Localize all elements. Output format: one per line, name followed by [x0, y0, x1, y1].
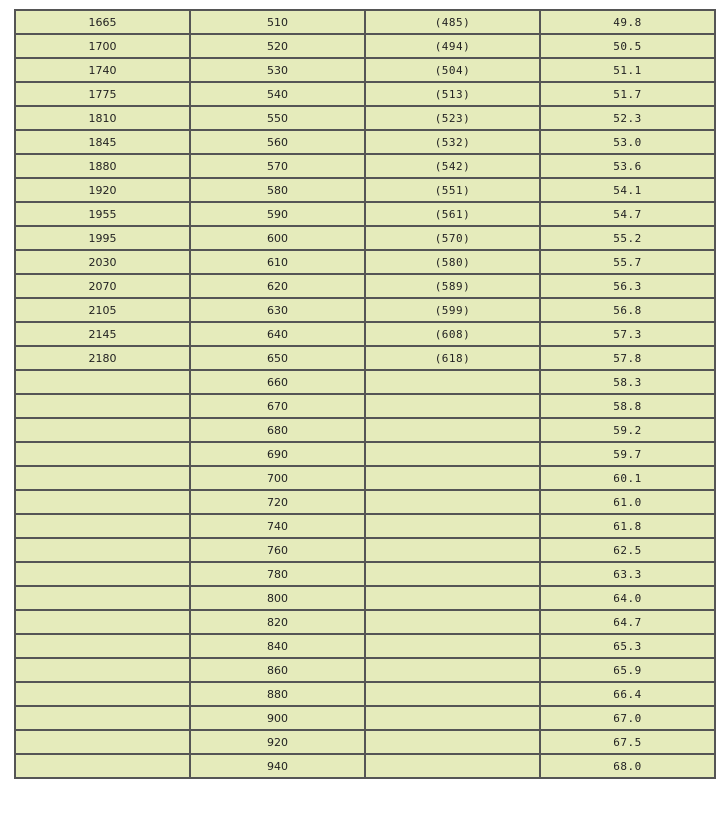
table-row [15, 754, 715, 778]
table-row [15, 34, 715, 58]
column-2-cell: 680 [190, 418, 365, 442]
column-1-cell: 1740 [15, 58, 190, 82]
table-row [15, 154, 715, 178]
column-1-cell [15, 730, 190, 754]
table-row [15, 250, 715, 274]
column-4-cell: 53.0 [540, 130, 715, 154]
column-1-cell: 1920 [15, 178, 190, 202]
column-2-cell: 610 [190, 250, 365, 274]
column-4-cell: 49.8 [540, 10, 715, 34]
column-4-cell: 65.3 [540, 634, 715, 658]
table-row [15, 730, 715, 754]
column-4-cell: 62.5 [540, 538, 715, 562]
column-4-cell: 56.8 [540, 298, 715, 322]
column-4-cell: 51.7 [540, 82, 715, 106]
column-3-cell: (485) [365, 10, 540, 34]
column-1-cell: 1995 [15, 226, 190, 250]
column-1-cell: 1880 [15, 154, 190, 178]
column-4-cell: 64.7 [540, 610, 715, 634]
column-4-cell: 57.3 [540, 322, 715, 346]
column-1-cell [15, 706, 190, 730]
column-3-cell [365, 514, 540, 538]
table-row [15, 562, 715, 586]
column-1-cell [15, 418, 190, 442]
column-2-cell: 570 [190, 154, 365, 178]
column-3-cell [365, 370, 540, 394]
column-2-cell: 880 [190, 682, 365, 706]
column-3-cell: (618) [365, 346, 540, 370]
column-4-cell: 61.0 [540, 490, 715, 514]
column-3-cell: (561) [365, 202, 540, 226]
column-1-cell: 2105 [15, 298, 190, 322]
column-2-cell: 590 [190, 202, 365, 226]
column-2-cell: 560 [190, 130, 365, 154]
table-row [15, 178, 715, 202]
column-2-cell: 860 [190, 658, 365, 682]
column-1-cell: 1700 [15, 34, 190, 58]
column-3-cell: (523) [365, 106, 540, 130]
table-row [15, 418, 715, 442]
column-3-cell [365, 418, 540, 442]
conversion-table [14, 9, 716, 779]
column-1-cell [15, 514, 190, 538]
table-row [15, 106, 715, 130]
column-4-cell: 67.0 [540, 706, 715, 730]
column-4-cell: 54.1 [540, 178, 715, 202]
column-2-cell: 630 [190, 298, 365, 322]
column-4-cell: 63.3 [540, 562, 715, 586]
column-3-cell: (608) [365, 322, 540, 346]
column-1-cell [15, 634, 190, 658]
column-1-cell: 2180 [15, 346, 190, 370]
column-4-cell: 51.1 [540, 58, 715, 82]
column-3-cell: (513) [365, 82, 540, 106]
column-1-cell [15, 394, 190, 418]
table-row [15, 538, 715, 562]
table-row [15, 466, 715, 490]
column-2-cell: 720 [190, 490, 365, 514]
table-row [15, 82, 715, 106]
column-2-cell: 820 [190, 610, 365, 634]
column-3-cell: (589) [365, 274, 540, 298]
column-2-cell: 780 [190, 562, 365, 586]
column-2-cell: 670 [190, 394, 365, 418]
column-1-cell: 1810 [15, 106, 190, 130]
column-2-cell: 940 [190, 754, 365, 778]
column-1-cell: 1665 [15, 10, 190, 34]
column-3-cell [365, 466, 540, 490]
column-2-cell: 540 [190, 82, 365, 106]
column-4-cell: 68.0 [540, 754, 715, 778]
column-2-cell: 840 [190, 634, 365, 658]
column-3-cell: (532) [365, 130, 540, 154]
table-row [15, 610, 715, 634]
column-1-cell [15, 754, 190, 778]
table-row [15, 226, 715, 250]
table-row [15, 202, 715, 226]
column-4-cell: 61.8 [540, 514, 715, 538]
column-1-cell [15, 658, 190, 682]
table-row [15, 514, 715, 538]
column-3-cell [365, 442, 540, 466]
column-2-cell: 900 [190, 706, 365, 730]
table-row [15, 274, 715, 298]
column-2-cell: 760 [190, 538, 365, 562]
column-2-cell: 740 [190, 514, 365, 538]
column-3-cell [365, 562, 540, 586]
column-2-cell: 520 [190, 34, 365, 58]
column-3-cell: (570) [365, 226, 540, 250]
column-2-cell: 550 [190, 106, 365, 130]
column-3-cell [365, 706, 540, 730]
column-2-cell: 920 [190, 730, 365, 754]
column-2-cell: 800 [190, 586, 365, 610]
column-2-cell: 600 [190, 226, 365, 250]
column-3-cell [365, 634, 540, 658]
column-4-cell: 67.5 [540, 730, 715, 754]
table-row [15, 586, 715, 610]
column-4-cell: 58.8 [540, 394, 715, 418]
column-3-cell: (580) [365, 250, 540, 274]
column-3-cell [365, 754, 540, 778]
column-1-cell: 1775 [15, 82, 190, 106]
table-row [15, 394, 715, 418]
column-4-cell: 60.1 [540, 466, 715, 490]
table-row [15, 298, 715, 322]
column-4-cell: 64.0 [540, 586, 715, 610]
column-3-cell [365, 730, 540, 754]
column-4-cell: 54.7 [540, 202, 715, 226]
column-4-cell: 50.5 [540, 34, 715, 58]
column-2-cell: 580 [190, 178, 365, 202]
column-4-cell: 66.4 [540, 682, 715, 706]
table-row [15, 130, 715, 154]
column-2-cell: 510 [190, 10, 365, 34]
column-2-cell: 660 [190, 370, 365, 394]
column-1-cell: 1955 [15, 202, 190, 226]
table-row [15, 490, 715, 514]
column-1-cell [15, 370, 190, 394]
column-4-cell: 57.8 [540, 346, 715, 370]
table-row [15, 634, 715, 658]
column-4-cell: 59.2 [540, 418, 715, 442]
column-3-cell [365, 610, 540, 634]
column-1-cell: 2070 [15, 274, 190, 298]
column-2-cell: 530 [190, 58, 365, 82]
column-3-cell: (599) [365, 298, 540, 322]
column-3-cell [365, 586, 540, 610]
column-2-cell: 640 [190, 322, 365, 346]
column-1-cell [15, 586, 190, 610]
column-3-cell [365, 658, 540, 682]
column-1-cell: 2030 [15, 250, 190, 274]
table-row [15, 10, 715, 34]
column-4-cell: 55.2 [540, 226, 715, 250]
column-1-cell [15, 466, 190, 490]
column-3-cell: (504) [365, 58, 540, 82]
column-2-cell: 620 [190, 274, 365, 298]
column-3-cell [365, 490, 540, 514]
column-4-cell: 59.7 [540, 442, 715, 466]
table-row [15, 706, 715, 730]
column-4-cell: 55.7 [540, 250, 715, 274]
table-row [15, 442, 715, 466]
column-1-cell [15, 562, 190, 586]
column-1-cell [15, 682, 190, 706]
column-2-cell: 650 [190, 346, 365, 370]
column-3-cell [365, 394, 540, 418]
column-1-cell: 2145 [15, 322, 190, 346]
column-1-cell [15, 610, 190, 634]
data-table-container [14, 9, 716, 779]
table-body [15, 10, 715, 778]
table-row [15, 346, 715, 370]
column-3-cell: (494) [365, 34, 540, 58]
column-3-cell [365, 538, 540, 562]
column-4-cell: 58.3 [540, 370, 715, 394]
column-4-cell: 56.3 [540, 274, 715, 298]
column-3-cell [365, 682, 540, 706]
column-2-cell: 700 [190, 466, 365, 490]
column-2-cell: 690 [190, 442, 365, 466]
column-1-cell [15, 538, 190, 562]
column-1-cell [15, 442, 190, 466]
column-1-cell: 1845 [15, 130, 190, 154]
table-row [15, 658, 715, 682]
column-4-cell: 65.9 [540, 658, 715, 682]
table-row [15, 58, 715, 82]
table-row [15, 682, 715, 706]
column-1-cell [15, 490, 190, 514]
column-4-cell: 52.3 [540, 106, 715, 130]
column-4-cell: 53.6 [540, 154, 715, 178]
table-row [15, 322, 715, 346]
table-row [15, 370, 715, 394]
column-3-cell: (551) [365, 178, 540, 202]
column-3-cell: (542) [365, 154, 540, 178]
